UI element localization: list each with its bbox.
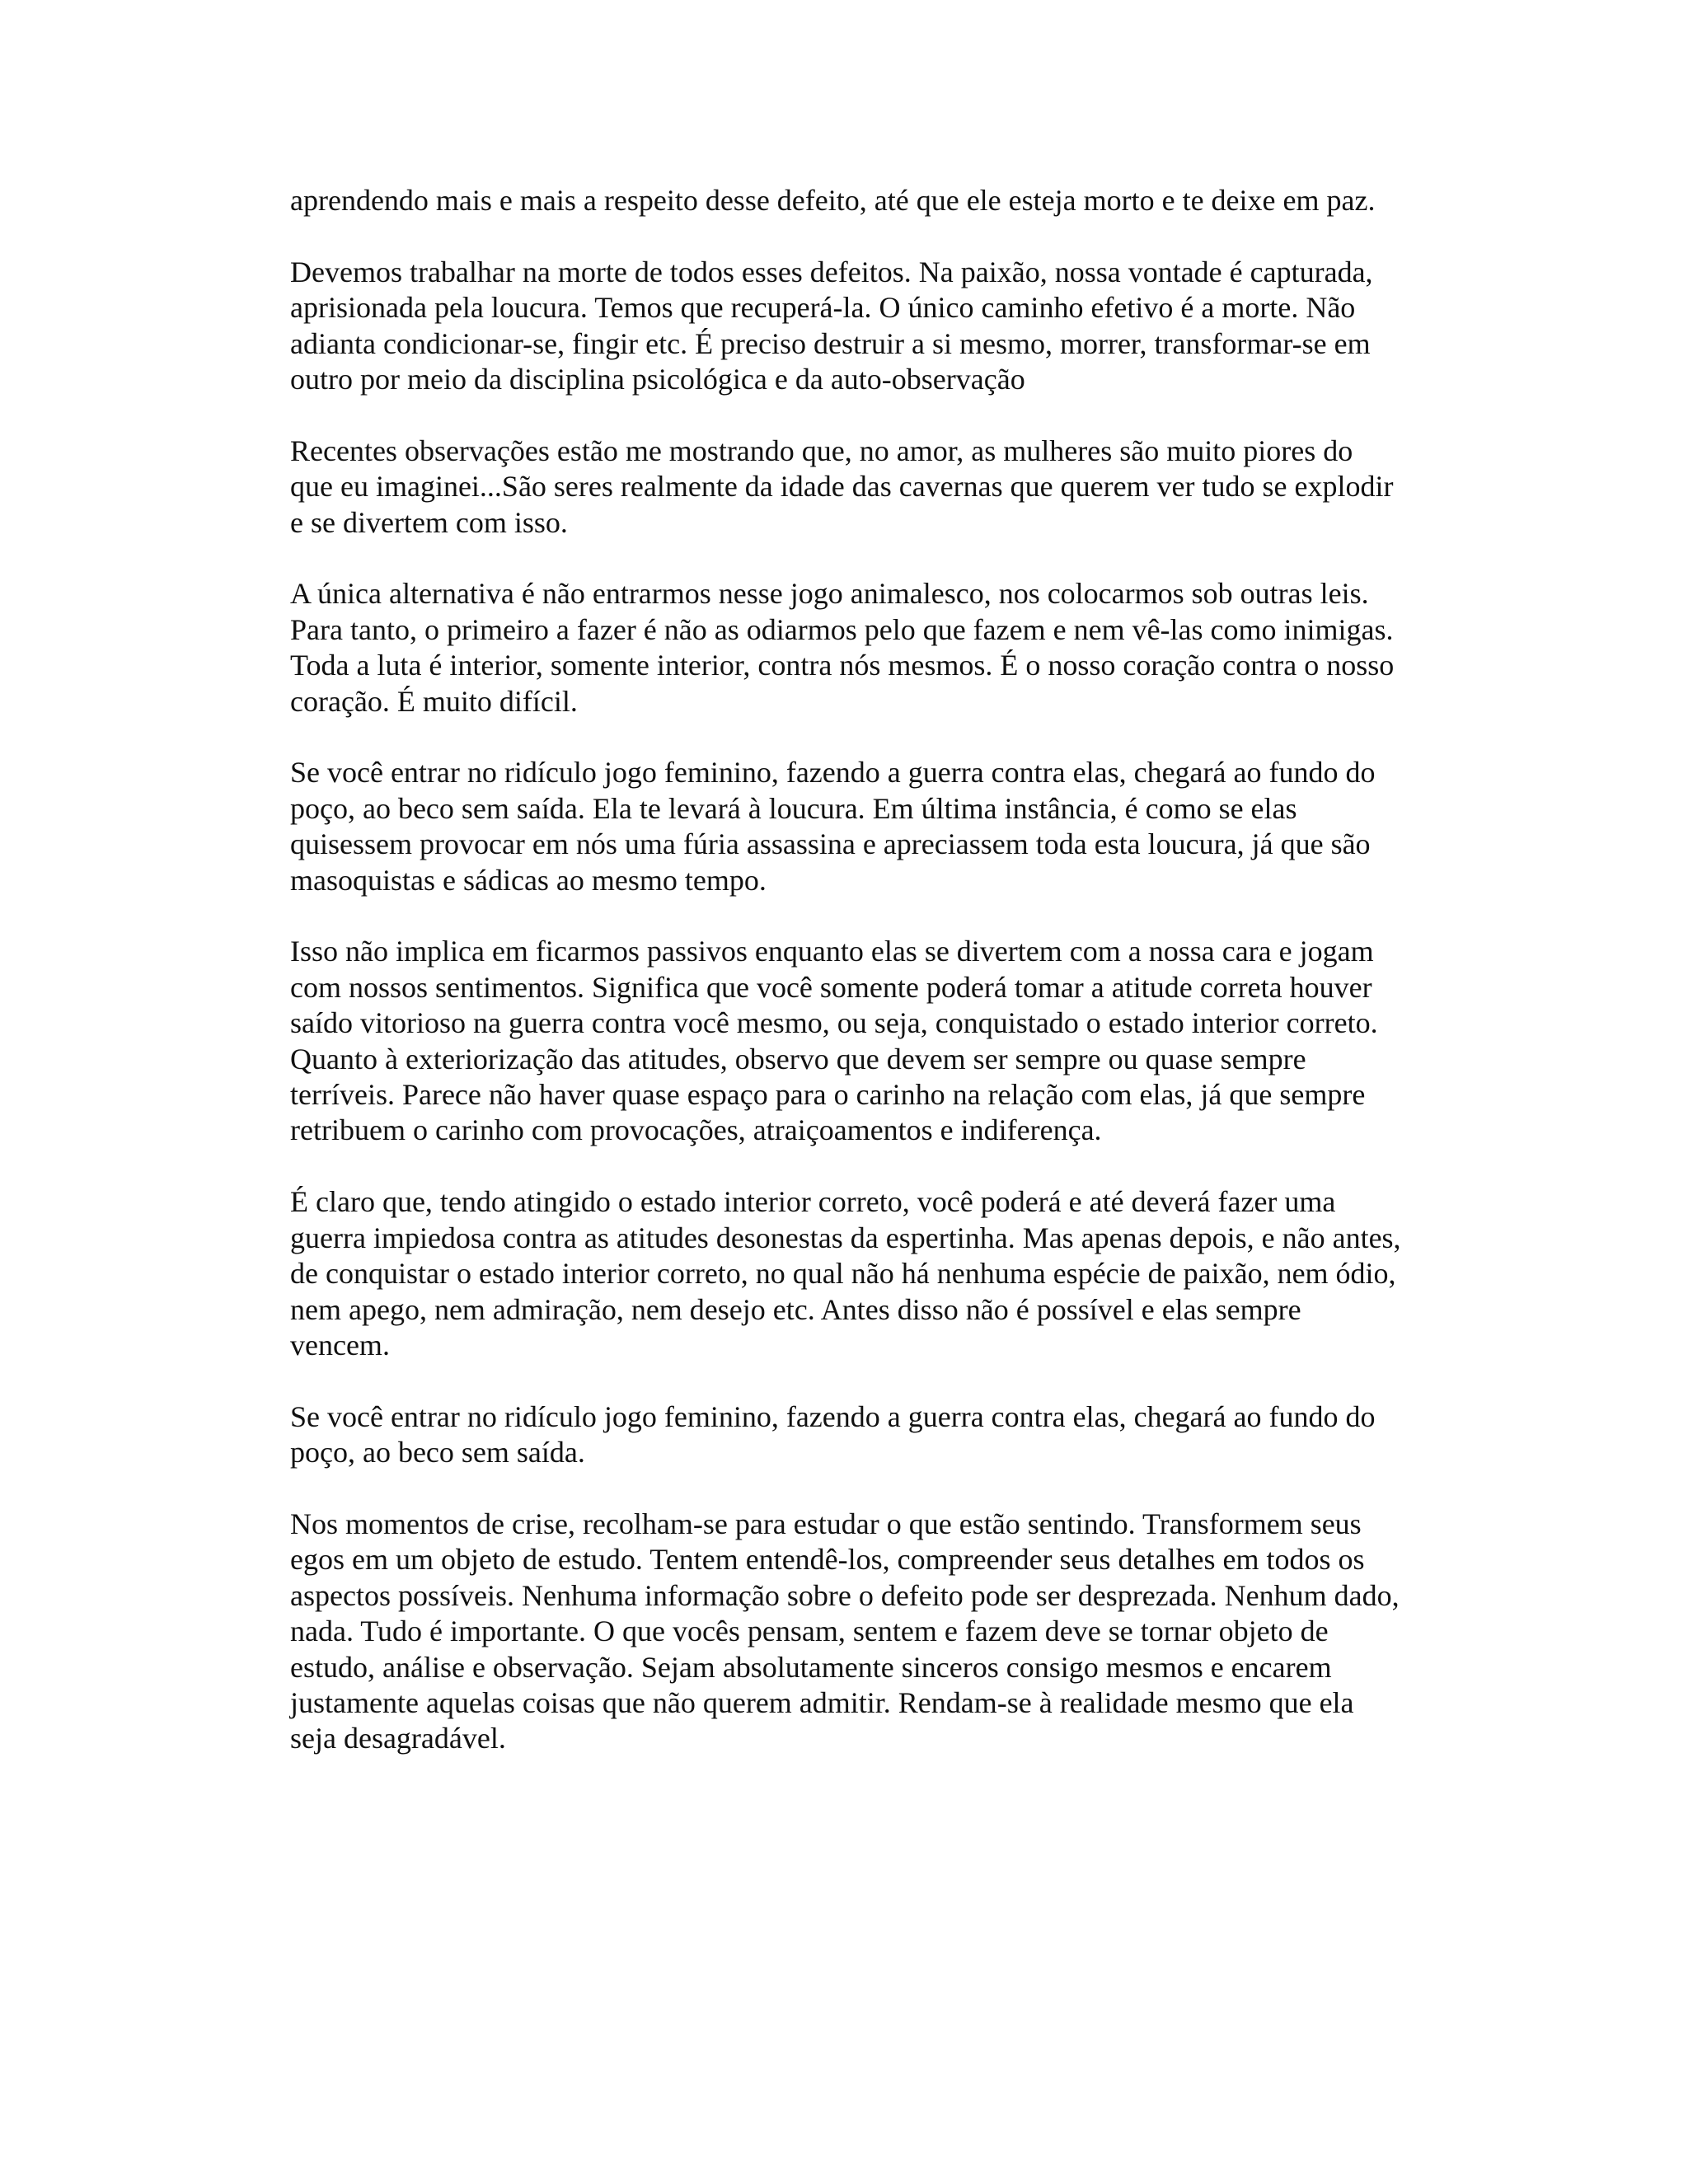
- document-body: [290, 183, 1403, 1793]
- paragraph-1: aprendendo mais e mais a respeito desse defeito, até que ele esteja morto e te deixe em paz.: [290, 184, 1376, 217]
- paragraph-8: Se você entrar no ridículo jogo feminino, fazendo a guerra contra elas, chegará ao fundo do poço, ao beco sem saída.: [290, 1399, 1376, 1469]
- paragraph-5: Se você entrar no ridículo jogo feminino, fazendo a guerra contra elas, chegará ao fundo do poço, ao beco sem saída. Ela te levará à loucura. Em última instância, é como se elas quisessem provocar em nós uma fúria assassina e apreciassem toda esta loucura, já que são masoquistas e sádicas ao mesmo tempo.: [290, 756, 1376, 897]
- paragraph-4: A única alternativa é não entrarmos nesse jogo animalesco, nos colocarmos sob outras leis. Para tanto, o primeiro a fazer é não as odiarmos pelo que fazem e nem vê-las como inimigas. Toda a luta é interior, somente interior, contra nós mesmos. É o nosso coração contra o nosso coração. É muito difícil.: [290, 577, 1395, 718]
- paragraph-7: É claro que, tendo atingido o estado interior correto, você poderá e até deverá fazer uma guerra impiedosa contra as atitudes desonestas da espertinha. Mas apenas depois, e não antes, de conquistar o estado interior correto, no qual não há nenhuma espécie de paixão, nem ódio, nem apego, nem admiração, nem desejo etc. Antes disso não é possível e elas sempre vencem.: [290, 1185, 1401, 1361]
- paragraph-6: Isso não implica em ficarmos passivos enquanto elas se divertem com a nossa cara e jogam com nossos sentimentos. Significa que você somente poderá tomar a atitude correta houver saído vitorioso na guerra contra você mesmo, ou seja, conquistado o estado interior correto. Quanto à exteriorização das atitudes, observo que devem ser sempre ou quase sempre terríveis. Parece não haver quase espaço para o carinho na relação com elas, já que sempre retribuem o carinho com provocações, atraiçoamentos e indiferença.: [290, 935, 1378, 1147]
- paragraph-2: Devemos trabalhar na morte de todos esses defeitos. Na paixão, nossa vontade é capturada, aprisionada pela loucura. Temos que recuperá-la. O único caminho efetivo é a morte. Não adianta condicionar-se, fingir etc. É preciso destruir a si mesmo, morrer, transformar-se em outro por meio da disciplina psicológica e da auto-observação: [290, 255, 1373, 396]
- paragraph-3: Recentes observações estão me mostrando que, no amor, as mulheres são muito piores do que eu imaginei...São seres realmente da idade das cavernas que querem ver tudo se explodir e se divertem com isso.: [290, 434, 1394, 539]
- paragraph-9: Nos momentos de crise, recolham-se para estudar o que estão sentindo. Transformem seus egos em um objeto de estudo. Tentem entendê-los, compreender seus detalhes em todos os aspectos possíveis. Nenhuma informação sobre o defeito pode ser desprezada. Nenhum dado, nada. Tudo é importante. O que vocês pensam, sentem e fazem deve se tornar objeto de estudo, análise e observação. Sejam absolutamente sinceros consigo mesmos e encarem justamente aquelas coisas que não querem admitir. Rendam-se à realidade mesmo que ela seja desagradável.: [290, 1507, 1400, 1755]
